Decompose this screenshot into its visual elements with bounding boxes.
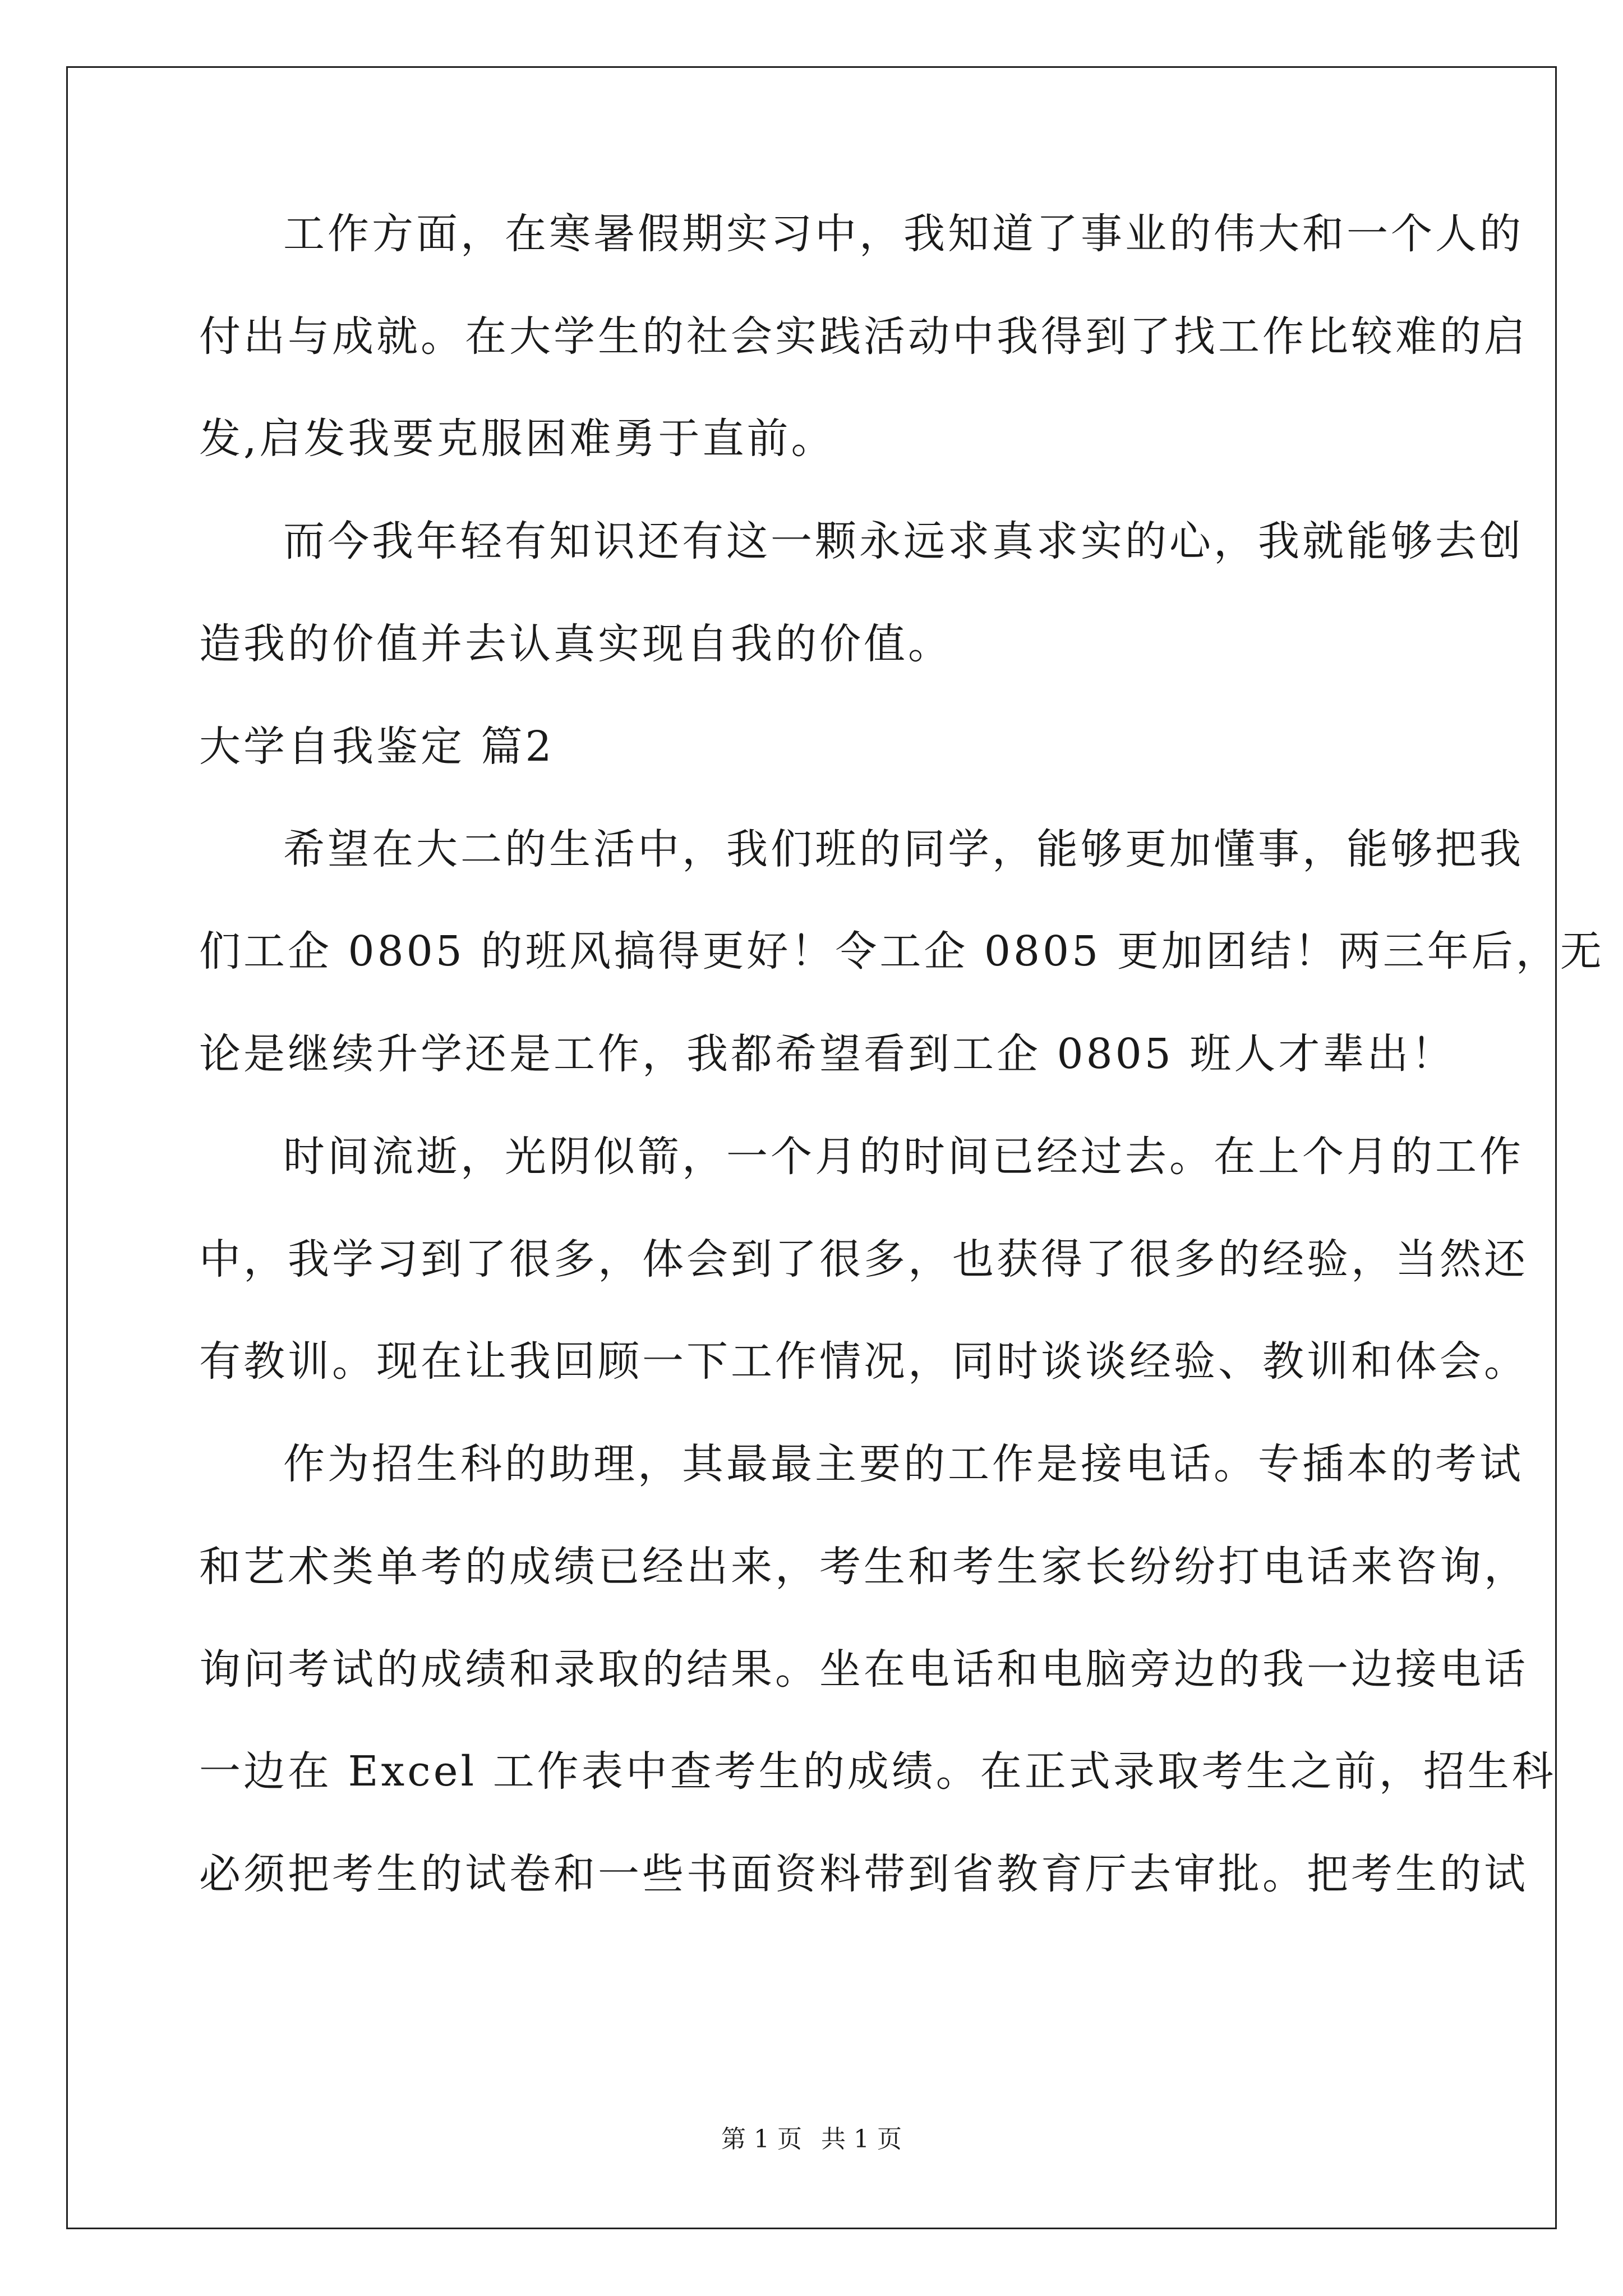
paragraph-line: 和艺术类单考的成绩已经出来，考生和考生家长纷纷打电话来咨询， [199,1543,1528,1591]
section-heading: 大学自我鉴定 篇2 [199,723,555,771]
paragraph-line: 中，我学习到了很多，体会到了很多，也获得了很多的经验，当然还 [199,1235,1528,1283]
page-footer [0,2124,1623,2155]
paragraph-line: 希望在大二的生活中，我们班的同学，能够更加懂事，能够把我 [283,825,1524,873]
paragraph-line: 造我的价值并去认真实现自我的价值。 [199,620,952,668]
paragraph-line: 有教训。现在让我回顾一下工作情况，同时谈谈经验、教训和体会。 [199,1337,1528,1386]
paragraph-line: 作为招生科的助理，其最最主要的工作是接电话。专插本的考试 [283,1440,1524,1488]
paragraph-line: 付出与成就。在大学生的社会实践活动中我得到了找工作比较难的启 [199,312,1528,361]
paragraph-line: 们工企 0805 的班风搞得更好！令工企 0805 更加团结！两三年后，无 [199,927,1604,976]
paragraph-line: 必须把考生的试卷和一些书面资料带到省教育厅去审批。把考生的试 [199,1850,1528,1898]
page-number: 第 1 页 [721,2125,802,2154]
paragraph-line: 论是继续升学还是工作，我都希望看到工企 0805 班人才辈出！ [199,1030,1456,1078]
paragraph-line: 询问考试的成绩和录取的结果。坐在电话和电脑旁边的我一边接电话 [199,1645,1528,1694]
paragraph-line: 而今我年轻有知识还有这一颗永远求真求实的心，我就能够去创 [283,517,1524,565]
page-total: 共 1 页 [821,2125,902,2154]
paragraph-line: 一边在 Excel 工作表中查考生的成绩。在正式录取考生之前，招生科 [199,1747,1556,1796]
paragraph-line: 工作方面，在寒暑假期实习中，我知道了事业的伟大和一个人的 [283,210,1524,258]
paragraph-line: 发,启发我要克服困难勇于直前。 [199,415,836,463]
paragraph-line: 时间流逝，光阴似箭，一个月的时间已经过去。在上个月的工作 [283,1133,1524,1181]
